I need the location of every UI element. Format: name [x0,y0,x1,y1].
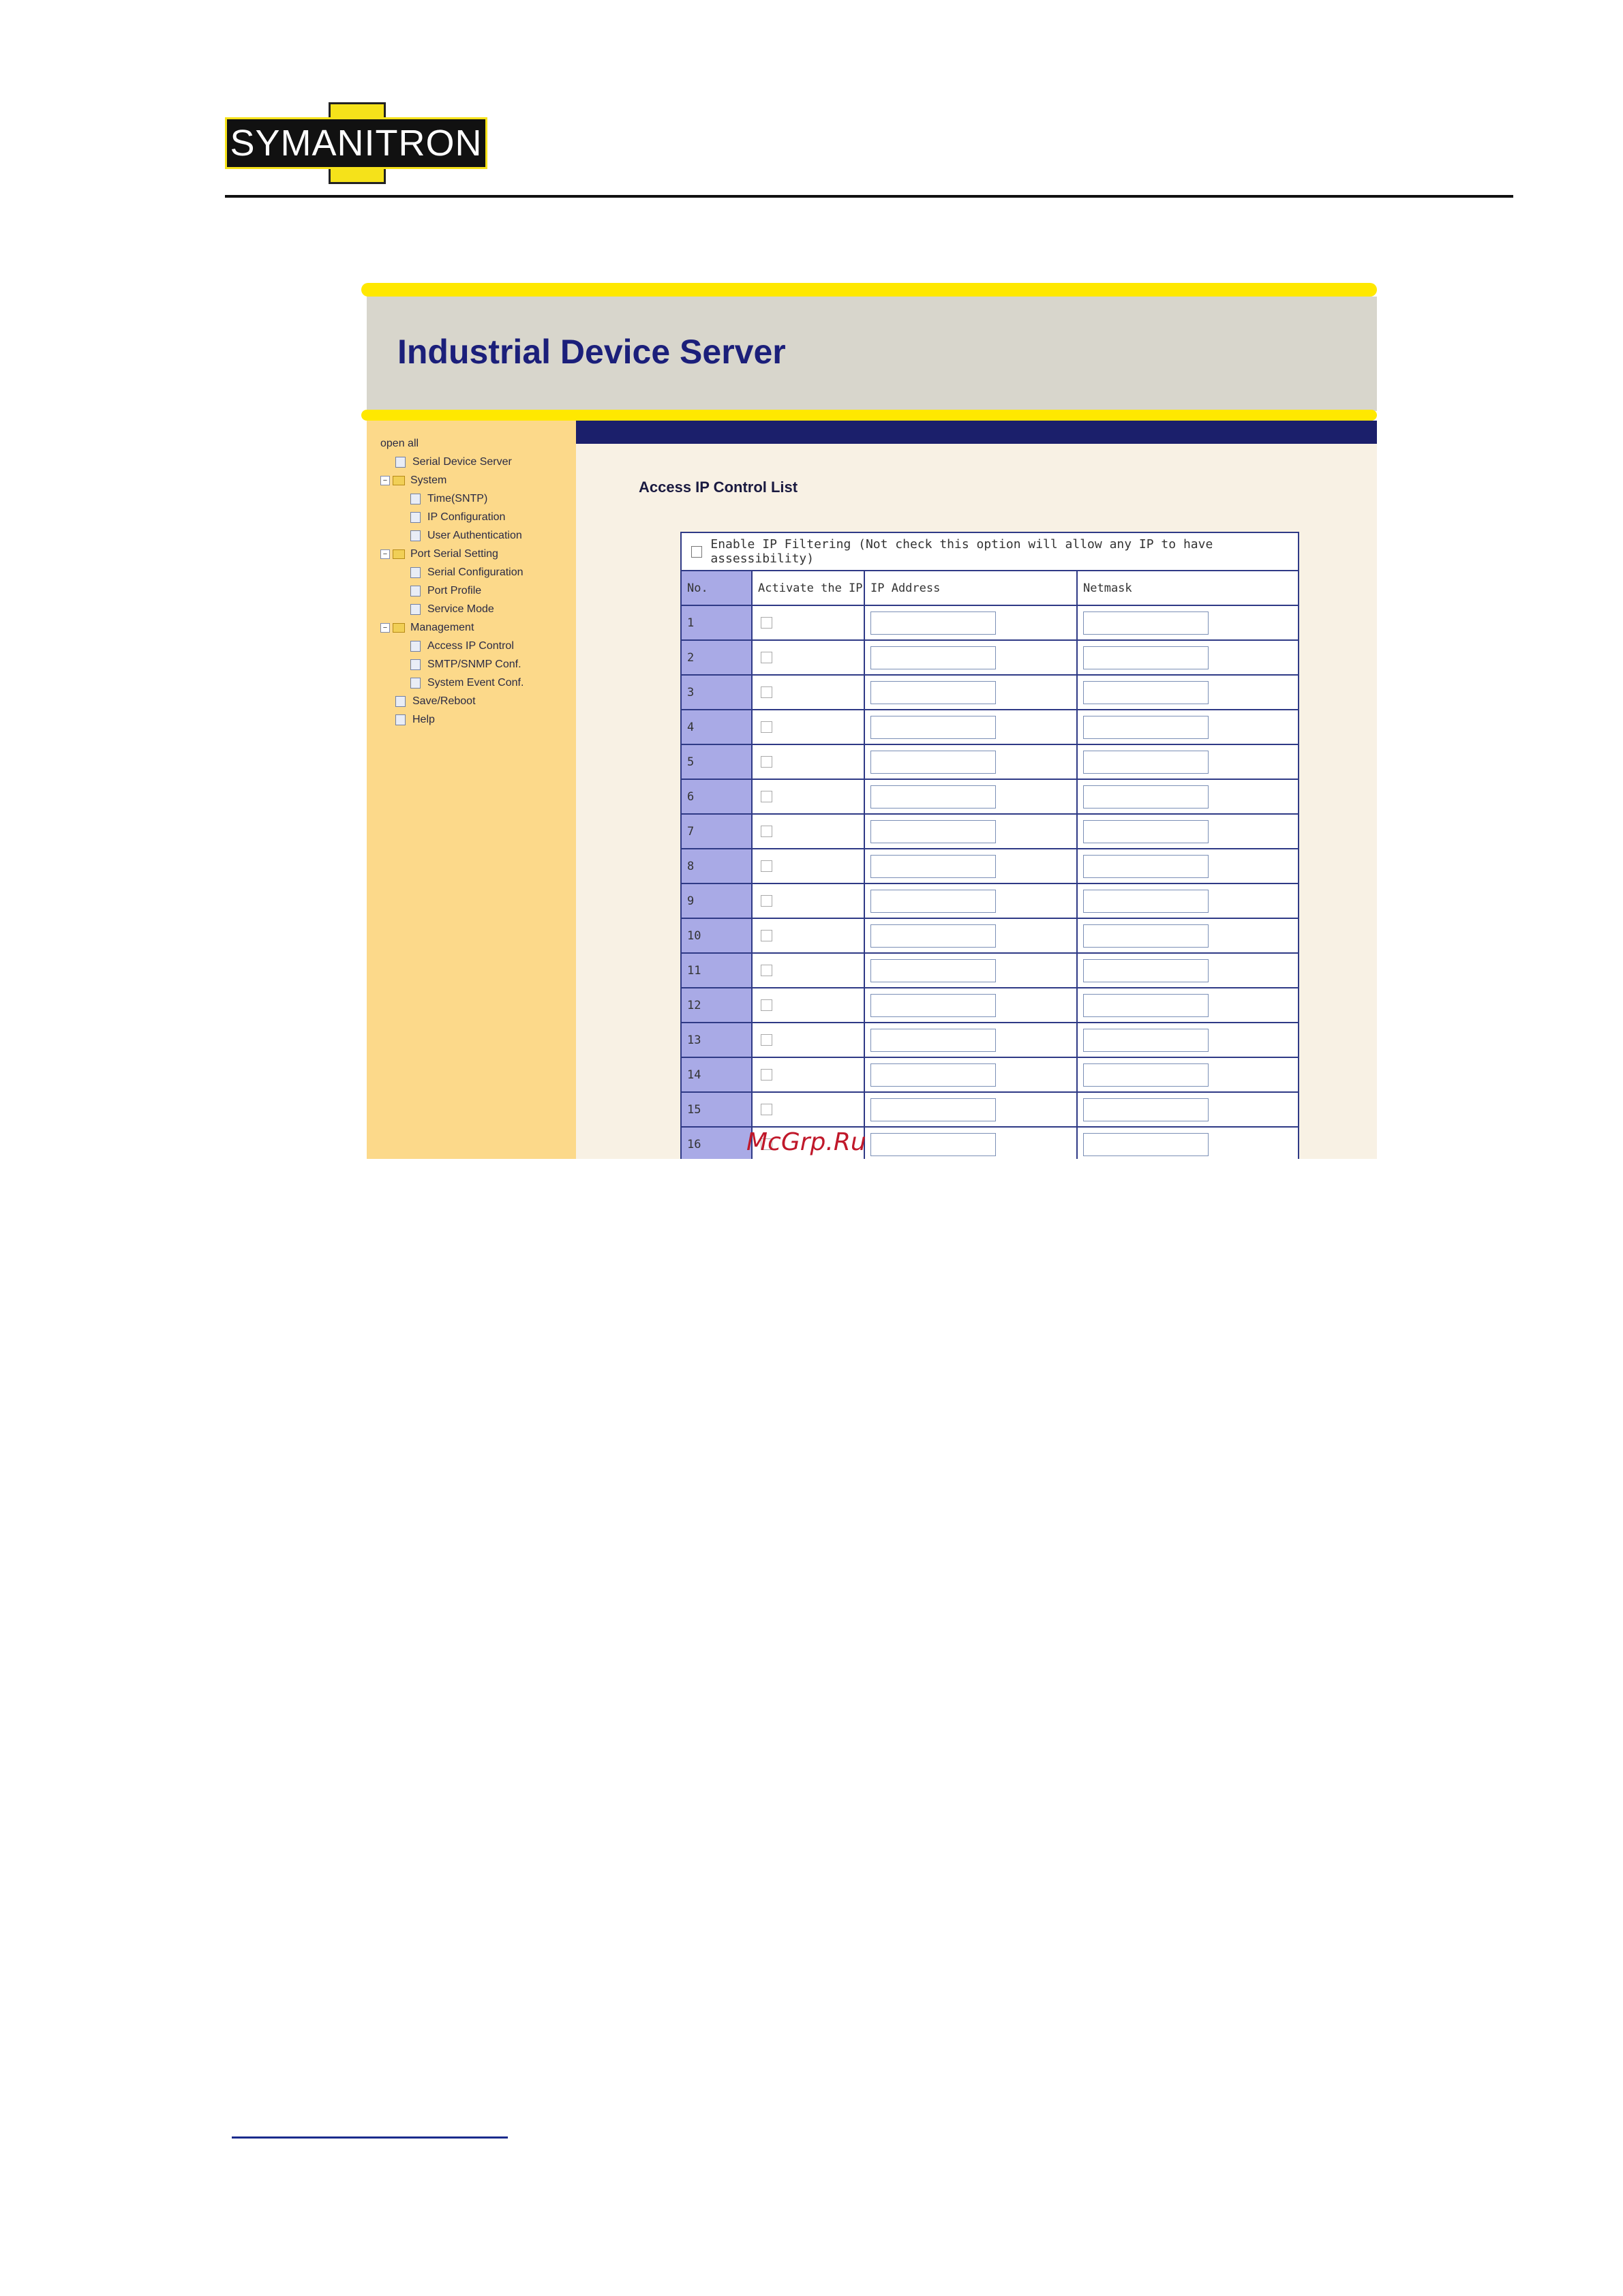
activate-cell [753,710,865,744]
activate-cell [753,849,865,883]
folder-icon [393,549,405,559]
activate-cell [753,745,865,779]
sidebar-item[interactable] [380,581,524,600]
activate-cell [753,641,865,674]
sidebar-item[interactable] [380,655,524,674]
sidebar-item-label: User Authentication [427,530,522,541]
activate-cell [753,1058,865,1091]
open-all-label: open all [380,438,419,449]
activate-ip-checkbox[interactable] [761,686,772,698]
sidebar-item-label: Access IP Control [427,640,514,652]
page-icon [410,530,421,541]
ip-cell [865,1128,1078,1159]
netmask-input[interactable] [1083,1029,1209,1052]
ip-address-input[interactable] [870,1063,996,1087]
sidebar-item-label: Serial Device Server [412,456,512,468]
row-number: 14 [682,1058,753,1091]
row-number: 9 [682,884,753,918]
netmask-cell [1078,1128,1298,1159]
sidebar-item[interactable] [380,692,524,710]
sidebar-item[interactable] [380,563,524,581]
ip-cell [865,919,1078,952]
web-ui-screenshot [361,283,1377,1159]
ip-address-input[interactable] [870,681,996,704]
sidebar-item-label: System Event Conf. [427,677,524,689]
activate-ip-checkbox[interactable] [761,791,772,802]
app-banner [367,297,1377,411]
activate-ip-checkbox[interactable] [761,930,772,941]
netmask-input[interactable] [1083,1133,1209,1156]
netmask-input[interactable] [1083,611,1209,635]
ip-address-input[interactable] [870,994,996,1017]
open-all-link[interactable] [380,434,524,453]
netmask-cell [1078,815,1298,848]
page-icon [395,714,406,725]
sidebar-item[interactable] [380,618,524,637]
ip-cell [865,606,1078,639]
netmask-input[interactable] [1083,646,1209,669]
page-icon [410,567,421,578]
ip-address-input[interactable] [870,646,996,669]
ip-address-input[interactable] [870,751,996,774]
activate-ip-checkbox[interactable] [761,895,772,907]
main-content [576,421,1377,1159]
ip-cell [865,815,1078,848]
table-row [682,606,1298,641]
sidebar-item[interactable] [380,508,524,526]
ip-cell [865,676,1078,709]
sidebar-item-label: Management [410,622,474,633]
activate-ip-checkbox[interactable] [761,617,772,629]
sidebar-item-label: Time(SNTP) [427,493,488,504]
activate-ip-checkbox[interactable] [761,1069,772,1081]
activate-cell [753,676,865,709]
sidebar-item-label: Save/Reboot [412,695,476,707]
netmask-input[interactable] [1083,1098,1209,1121]
page-icon [410,604,421,615]
ip-address-input[interactable] [870,1098,996,1121]
col-header-ip-address: IP Address [865,571,1078,605]
netmask-cell [1078,676,1298,709]
ip-cell [865,884,1078,918]
netmask-input[interactable] [1083,820,1209,843]
row-number: 2 [682,641,753,674]
netmask-cell [1078,606,1298,639]
collapse-toggle-icon[interactable]: − [380,549,390,559]
activate-ip-checkbox[interactable] [761,652,772,663]
sidebar-item[interactable] [380,710,524,729]
table-row [682,988,1298,1023]
sidebar-item[interactable] [380,674,524,692]
access-ip-table [680,532,1299,1159]
ip-address-input[interactable] [870,959,996,982]
page-icon [410,641,421,652]
sidebar-item[interactable] [380,545,524,563]
sidebar-item[interactable] [380,600,524,618]
ip-address-input[interactable] [870,820,996,843]
netmask-input[interactable] [1083,994,1209,1017]
ip-cell [865,710,1078,744]
activate-cell [753,606,865,639]
banner-yellow-bar [361,410,1377,421]
ip-cell [865,745,1078,779]
table-row [682,815,1298,849]
sidebar-item-label: Service Mode [427,603,494,615]
col-header-netmask: Netmask [1083,581,1132,595]
netmask-input[interactable] [1083,890,1209,913]
footer-rule [232,2136,508,2139]
sidebar-item[interactable] [380,637,524,655]
netmask-input[interactable] [1083,751,1209,774]
app-title: Industrial Device Server [397,333,786,371]
ip-cell [865,849,1078,883]
table-row [682,745,1298,780]
ip-address-input[interactable] [870,1133,996,1156]
col-header-activate: Activate the IP [753,571,865,605]
activate-cell [753,815,865,848]
netmask-cell [1078,849,1298,883]
page-icon [410,494,421,504]
netmask-cell [1078,710,1298,744]
page-icon [395,696,406,707]
nav-sidebar [367,421,576,1159]
enable-ip-filtering-checkbox[interactable] [691,546,702,558]
ip-cell [865,988,1078,1022]
table-row [682,780,1298,815]
enable-ip-filtering-label: Enable IP Filtering (Not check this option will allow any IP to have assessibility) [710,537,1213,566]
table-row [682,954,1298,988]
row-number: 15 [682,1093,753,1126]
sidebar-item[interactable] [380,471,524,489]
ip-cell [865,954,1078,987]
logo-text: SYMANITRON [230,123,483,164]
activate-cell [753,919,865,952]
table-body [682,606,1298,1159]
ip-cell [865,1093,1078,1126]
row-number: 3 [682,676,753,709]
table-row [682,1023,1298,1058]
sidebar-item[interactable] [380,453,524,471]
ip-address-input[interactable] [870,924,996,948]
row-number: 10 [682,919,753,952]
activate-ip-checkbox[interactable] [761,860,772,872]
netmask-input[interactable] [1083,785,1209,809]
header-rule [225,195,1513,198]
table-header [682,571,1298,606]
row-number: 4 [682,710,753,744]
netmask-input[interactable] [1083,959,1209,982]
sidebar-item-label: Port Serial Setting [410,548,498,560]
table-row [682,710,1298,745]
ip-address-input[interactable] [870,611,996,635]
activate-ip-checkbox[interactable] [761,1104,772,1115]
ip-cell [865,1023,1078,1057]
activate-cell [753,988,865,1022]
row-number: 16 [682,1128,753,1159]
netmask-cell [1078,1058,1298,1091]
table-row [682,641,1298,676]
activate-cell [753,780,865,813]
netmask-cell [1078,884,1298,918]
table-row [682,1058,1298,1093]
page-icon [410,678,421,689]
ip-address-input[interactable] [870,855,996,878]
activate-cell [753,884,865,918]
folder-icon [393,623,405,633]
ip-cell [865,641,1078,674]
ip-address-input[interactable] [870,890,996,913]
table-row [682,849,1298,884]
netmask-input[interactable] [1083,855,1209,878]
activate-ip-checkbox[interactable] [761,826,772,837]
netmask-input[interactable] [1083,1063,1209,1087]
col-header-no: No. [682,571,753,605]
sidebar-item[interactable] [380,526,524,545]
collapse-toggle-icon[interactable]: − [380,623,390,633]
row-number: 6 [682,780,753,813]
row-number: 13 [682,1023,753,1057]
netmask-cell [1078,1093,1298,1126]
page-icon [410,512,421,523]
table-row [682,676,1298,710]
netmask-cell [1078,745,1298,779]
folder-icon [393,476,405,485]
netmask-input[interactable] [1083,716,1209,739]
activate-ip-checkbox[interactable] [761,756,772,768]
row-number: 5 [682,745,753,779]
page-title: Access IP Control List [639,479,798,496]
netmask-cell [1078,919,1298,952]
ip-address-input[interactable] [870,1029,996,1052]
sidebar-item-label: System [410,474,447,486]
watermark: McGrp.Ru [746,1128,866,1156]
page-icon [410,659,421,670]
activate-cell [753,1023,865,1057]
sidebar-item-label: Port Profile [427,585,482,596]
table-row [682,919,1298,954]
activate-cell [753,1093,865,1126]
filter-row [682,533,1298,571]
netmask-input[interactable] [1083,924,1209,948]
row-number: 7 [682,815,753,848]
symanitron-logo [225,102,487,184]
sidebar-item-label: IP Configuration [427,511,506,523]
activate-ip-checkbox[interactable] [761,965,772,976]
page-icon [410,586,421,596]
row-number: 8 [682,849,753,883]
netmask-cell [1078,988,1298,1022]
netmask-cell [1078,780,1298,813]
netmask-cell [1078,954,1298,987]
ip-address-input[interactable] [870,716,996,739]
ip-cell [865,1058,1078,1091]
activate-ip-checkbox[interactable] [761,999,772,1011]
row-number: 12 [682,988,753,1022]
top-yellow-bar [361,283,1377,297]
row-number: 1 [682,606,753,639]
table-row [682,884,1298,919]
sidebar-item-label: SMTP/SNMP Conf. [427,659,521,670]
activate-ip-checkbox[interactable] [761,1034,772,1046]
ip-address-input[interactable] [870,785,996,809]
netmask-cell [1078,1023,1298,1057]
netmask-input[interactable] [1083,681,1209,704]
row-number: 11 [682,954,753,987]
sidebar-item-label: Help [412,714,435,725]
activate-cell [753,954,865,987]
sidebar-item-label: Serial Configuration [427,567,524,578]
main-top-bar [576,421,1377,444]
collapse-toggle-icon[interactable]: − [380,476,390,485]
sidebar-item[interactable] [380,489,524,508]
page-icon [395,457,406,468]
netmask-cell [1078,641,1298,674]
table-row [682,1093,1298,1128]
activate-ip-checkbox[interactable] [761,721,772,733]
nav-tree [380,434,524,729]
ip-cell [865,780,1078,813]
